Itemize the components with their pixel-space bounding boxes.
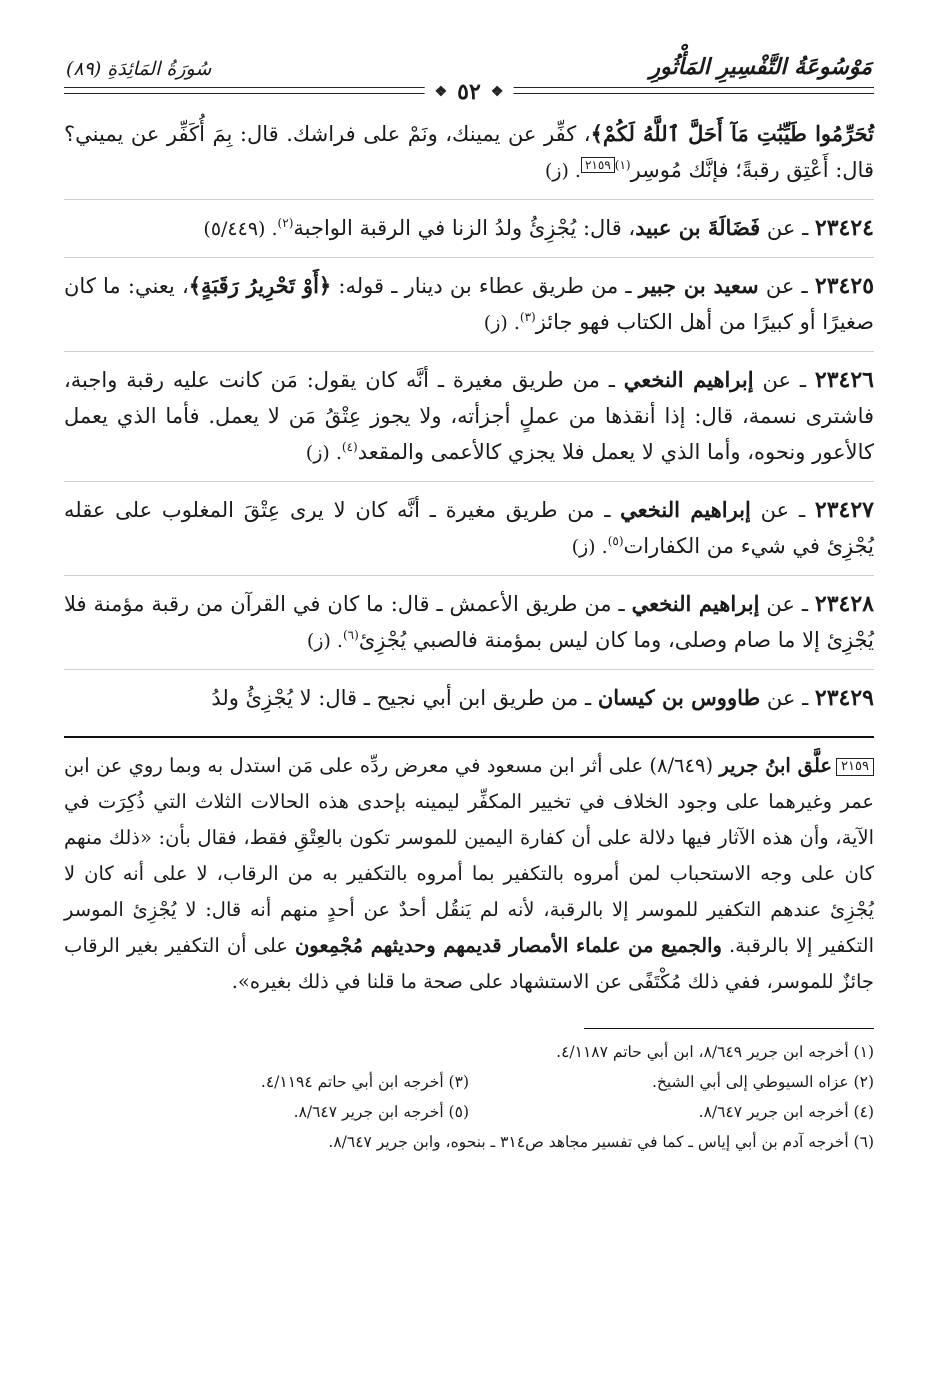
entry-text: ـ من طريق مغيرة ـ أنَّه كان لا يرى عِتْقَ المغلوب على عقله يُجْزِئ في شيء من الكفارات	[64, 498, 874, 558]
footnote-marker: (٣)	[519, 310, 536, 324]
book-title: مَوْسُوعَةُ التَّفْسِيرِ المَأْثُورِ	[649, 54, 872, 80]
source-tag: . (ز)	[483, 312, 520, 334]
narrator-name: إبراهيم النخعي	[620, 497, 751, 522]
main-text	[64, 116, 874, 726]
entry-text: ـ من طريق ابن أبي نجيح ـ قال: لا يُجْزِئُ ولدُ	[211, 686, 598, 710]
commentary-rule	[64, 736, 874, 738]
commentary-text-2: على أن التكفير بغير الرقاب جائزٌ للموسر، ففي ذلك مُكْتَفًى عن الاستشهاد على صحة ما قلنا في ذلك بغيره».	[64, 934, 874, 993]
entry-text: ، قال: يُجْزِئُ ولدُ الزنا في الرقبة الواجبة	[293, 216, 636, 240]
entry-number: ٢٣٤٢٤	[814, 215, 874, 241]
footnote-5: (٥) أخرجه ابن جرير ٨/٦٤٧.	[293, 1103, 469, 1121]
source-tag: . (ز)	[544, 160, 581, 182]
entry-23427	[64, 492, 874, 576]
page	[64, 52, 874, 1157]
footnotes	[64, 1037, 874, 1157]
ornament-left-icon: ❖	[434, 84, 448, 100]
source-tag: . (ز)	[306, 630, 343, 652]
commentary-text: (٨/٦٤٩) على أثر ابن مسعود في معرض ردِّه على مَن استدل به وبما روي عن ابن عمر وغيرهما على وجود الخلاف في تخيير المكفِّر ليمينه بإحدى هذه الحالات الثلاث التي ذُكِرَت في الآية، وأن هذه الآثار فيها دلالة على أن كفارة اليمين للموسر تكون بالعِتْقِ فقط، فقال بأن: «ذلك منهم كان على وجه الاستحباب لمن أمروه بالتكفير بما أمروه بالتكفير به من الرقاب، لا على أنه كان لا يُجْزِئ عندهم التكفير للموسر إلا بالرقبة، لأنه لم يَنقُل أحدٌ عن أحدٍ منهم أنه قال: لا يُجْزِئ الموسر التكفير إلا بالرقبة.	[64, 754, 874, 957]
commentary-ref-box: ٢١٥٩	[581, 157, 615, 173]
footnote-6: (٦) أخرجه آدم بن أبي إياس ـ كما في تفسير مجاهد ص٣١٤ ـ بنحوه، وابن جرير ٨/٦٤٧.	[328, 1133, 874, 1151]
entry-number: ٢٣٤٢٦	[814, 367, 874, 393]
quran-verse: تُحَرِّمُوا طَيِّبَٰتِ مَآ أَحَلَّ ٱللَّهُ لَكُمْ﴾	[590, 121, 874, 146]
commentary-bold: والجميع من علماء الأمصار قديمهم وحديثهم مُجْمِعون	[294, 934, 722, 957]
entry-number: ٢٣٤٢٧	[814, 497, 874, 523]
footnote-marker: (٥)	[607, 534, 624, 548]
footnote-marker: (٤)	[341, 440, 358, 454]
narrator-name: طاووس بن كيسان	[597, 685, 761, 710]
entry-23424	[64, 210, 874, 258]
entry-number: ٢٣٤٢٩	[814, 685, 874, 711]
page-header	[64, 52, 874, 105]
entry-23429	[64, 680, 874, 726]
entry-text: ، كفِّر عن يمينك، ونَمْ على فراشك. قال: بِمَ أُكَفِّر عن يميني؟ قال: أَعْتِق رقبةً؛ فإنَّك مُوسِر	[64, 122, 874, 182]
footnote-marker: (٢)	[277, 216, 294, 230]
narrator-name: إبراهيم النخعي	[623, 367, 754, 392]
source-tag: . (ز)	[305, 442, 342, 464]
entry-23428	[64, 586, 874, 670]
entry-dash: ـ عن	[759, 592, 815, 616]
footnote-4: (٤) أخرجه ابن جرير ٨/٦٤٧.	[698, 1103, 874, 1121]
page-number: ٥٢	[457, 79, 481, 105]
source-tag: . (٥/٤٤٩)	[203, 218, 278, 240]
commentary	[64, 748, 874, 1000]
ornament-right-icon: ❖	[490, 84, 504, 100]
quran-verse: ﴿أَوْ تَحْرِيرُ رَقَبَةٍ﴾	[188, 273, 332, 298]
entry-text: ـ من طريق مغيرة ـ أنَّه كان يقول: مَن كانت عليه رقبة واجبة، فاشترى نسمة، قال: إذا أنقذها من عملٍ أجزأته، ولا يجوز عِتْقُ مَن لا يعمل. فأما الذي يعمل كالأعور ونحوه، وأما الذي لا يعمل فلا يجزي كالأعمى والمقعد	[64, 368, 874, 464]
page-number-box	[425, 79, 514, 105]
entry-23425	[64, 268, 874, 352]
footnote-1: (١) أخرجه ابن جرير ٨/٦٤٩، ابن أبي حاتم ٤/١١٨٧.	[556, 1043, 874, 1061]
entry-23426	[64, 362, 874, 482]
entry-dash: ـ عن	[750, 498, 815, 522]
narrator-name: إبراهيم النخعي	[631, 591, 760, 616]
narrator-name: سعيد بن جبير	[638, 273, 759, 298]
footnotes-rule	[584, 1028, 874, 1029]
footnote-2: (٢) عزاه السيوطي إلى أبي الشيخ.	[651, 1073, 874, 1091]
footnote-3: (٣) أخرجه ابن أبي حاتم ٤/١١٩٤.	[260, 1073, 469, 1091]
entry-dash: ـ عن	[760, 216, 815, 240]
footnote-marker: (٦)	[342, 628, 359, 642]
commentary-number-box: ٢١٥٩	[836, 758, 874, 776]
entry-dash: ـ عن	[758, 274, 815, 298]
commentary-lead: علَّق ابنُ جرير	[719, 754, 833, 777]
entry-text: ـ من طريق عطاء بن دينار ـ قوله:	[331, 274, 639, 298]
narrator-name: فَضَالَةَ بن عبيد	[635, 215, 761, 240]
entry-dash: ـ عن	[753, 368, 815, 392]
entry-continuation	[64, 116, 874, 200]
surah-title: سُورَةُ المَائِدَةِ (٨٩)	[66, 58, 212, 80]
source-tag: . (ز)	[571, 536, 608, 558]
entry-number: ٢٣٤٢٨	[814, 591, 874, 617]
footnote-marker: (١)	[614, 158, 631, 172]
entry-text-2: ، يعني: ما كان صغيرًا أو كبيرًا من أهل الكتاب فهو جائز	[64, 274, 874, 334]
entry-text: ـ من طريق الأعمش ـ قال: ما كان في القرآن من رقبة مؤمنة فلا يُجْزِئ إلا ما صام وصلى، وما كان ليس بمؤمنة فالصبي يُجْزِئ	[64, 592, 874, 652]
entry-dash: ـ عن	[760, 686, 815, 710]
entry-number: ٢٣٤٢٥	[814, 273, 875, 299]
